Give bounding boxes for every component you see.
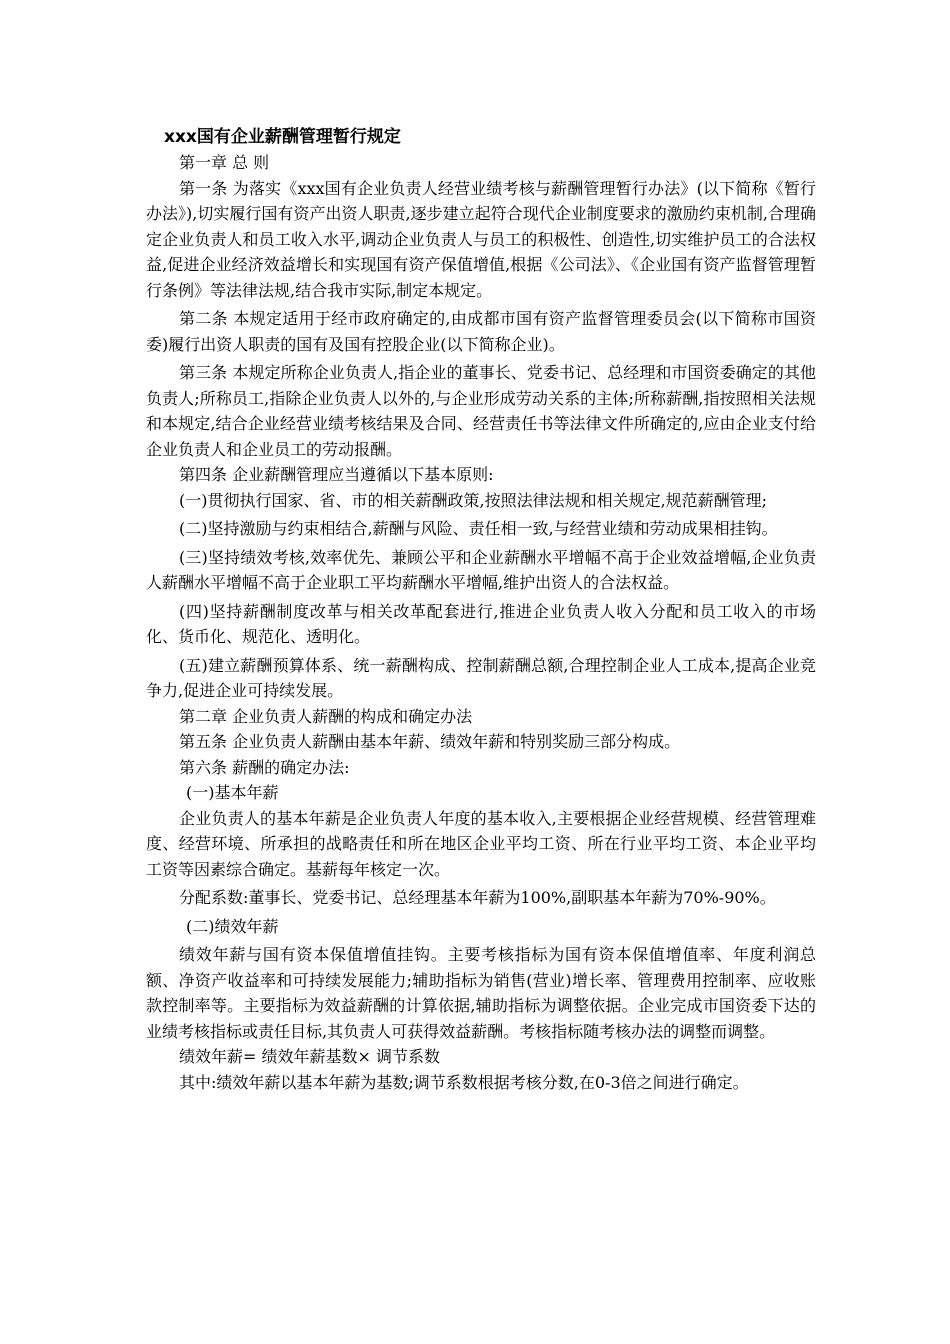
section-heading: (二)绩效年薪: [186, 916, 279, 936]
body-paragraph: 其中:绩效年薪以基本年薪为基数;调节系数根据考核分数,在0-3倍之间进行确定。: [179, 1072, 749, 1092]
principle-item: (五)建立薪酬预算体系、统一薪酬构成、控制薪酬总额,合理控制企业人工成本,提高企业竞争力,促进企业可持续发展。: [146, 655, 816, 700]
chapter-heading: 第二章 企业负责人薪酬的构成和确定办法: [179, 706, 473, 726]
formula-line: 绩效年薪= 绩效年薪基数× 调节系数: [179, 1047, 440, 1066]
chapter-heading: 第一章 总 则: [179, 153, 270, 172]
body-paragraph: 分配系数:董事长、党委书记、总经理基本年薪为100%,副职基本年薪为70%-90%。: [179, 888, 776, 907]
document-title: xxx国有企业薪酬管理暂行规定: [164, 127, 401, 147]
body-paragraph: 绩效年薪与国有资本保值增值挂钩。主要考核指标为国有资本保值增值率、年度利润总额、净资产收益率和可持续发展能力;辅助指标为销售(营业)增长率、管理费用控制率、应收账款控制率等。主要指标为效益薪酬的计算依据,辅助指标为调整依据。企业完成市国资委下达的业绩考核指标或责任目标,其负责人可获得效益薪酬。考核指标随考核办法的调整而调整。: [146, 945, 816, 1041]
document-page: [146, 126, 816, 1095]
article-paragraph: 第六条 薪酬的确定办法:: [179, 757, 350, 777]
article-paragraph: 第五条 企业负责人薪酬由基本年薪、绩效年薪和特别奖励三部分构成。: [179, 732, 681, 751]
principle-item: (三)坚持绩效考核,效率优先、兼顾公平和企业薪酬水平增幅不高于企业效益增幅,企业负责人薪酬水平增幅不高于企业职工平均薪酬水平增幅,维护出资人的合法权益。: [146, 547, 816, 592]
article-paragraph: 第四条 企业薪酬管理应当遵循以下基本原则:: [179, 465, 494, 484]
article-paragraph: 第一条 为落实《xxx国有企业负责人经营业绩考核与薪酬管理暂行办法》(以下简称《暂行办法》),切实履行国有资产出资人职责,逐步建立起符合现代企业制度要求的激励约束机制,合理确定企业负责人和员工收入水平,调动企业负责人与员工的积极性、创造性,切实维护员工的合法权益,促进企业经济效益增长和实现国有资产保值增值,根据《公司法》、《企业国有资产监督管理暂行条例》等法律法规,结合我市实际,制定本规定。: [146, 178, 816, 300]
principle-item: (四)坚持薪酬制度改革与相关改革配套进行,推进企业负责人收入分配和员工收入的市场化、货币化、规范化、透明化。: [146, 601, 816, 646]
principle-item: (二)坚持激励与约束相结合,薪酬与风险、责任相一致,与经营业绩和劳动成果相挂钩。: [179, 519, 778, 538]
article-paragraph: 第三条 本规定所称企业负责人,指企业的董事长、党委书记、总经理和市国资委确定的其他负责人;所称员工,指除企业负责人以外的,与企业形成劳动关系的主体;所称薪酬,指按照相关法规和本规定,结合企业经营业绩考核结果及合同、经营责任书等法律文件所确定的,应由企业支付给企业负责人和企业员工的劳动报酬。: [146, 363, 816, 459]
article-paragraph: 第二条 本规定适用于经市政府确定的,由成都市国有资产监督管理委员会(以下简称市国资委)履行出资人职责的国有及国有控股企业(以下简称企业)。: [146, 309, 816, 354]
principle-item: (一)贯彻执行国家、省、市的相关薪酬政策,按照法律法规和相关规定,规范薪酬管理;: [179, 490, 768, 510]
body-paragraph: 企业负责人的基本年薪是企业负责人年度的基本收入,主要根据企业经营规模、经营管理难度、经营环境、所承担的战略责任和所在地区企业平均工资、所在行业平均工资、本企业平均工资等因素综合确定。基薪每年核定一次。: [146, 808, 816, 879]
section-heading: (一)基本年薪: [186, 783, 279, 802]
